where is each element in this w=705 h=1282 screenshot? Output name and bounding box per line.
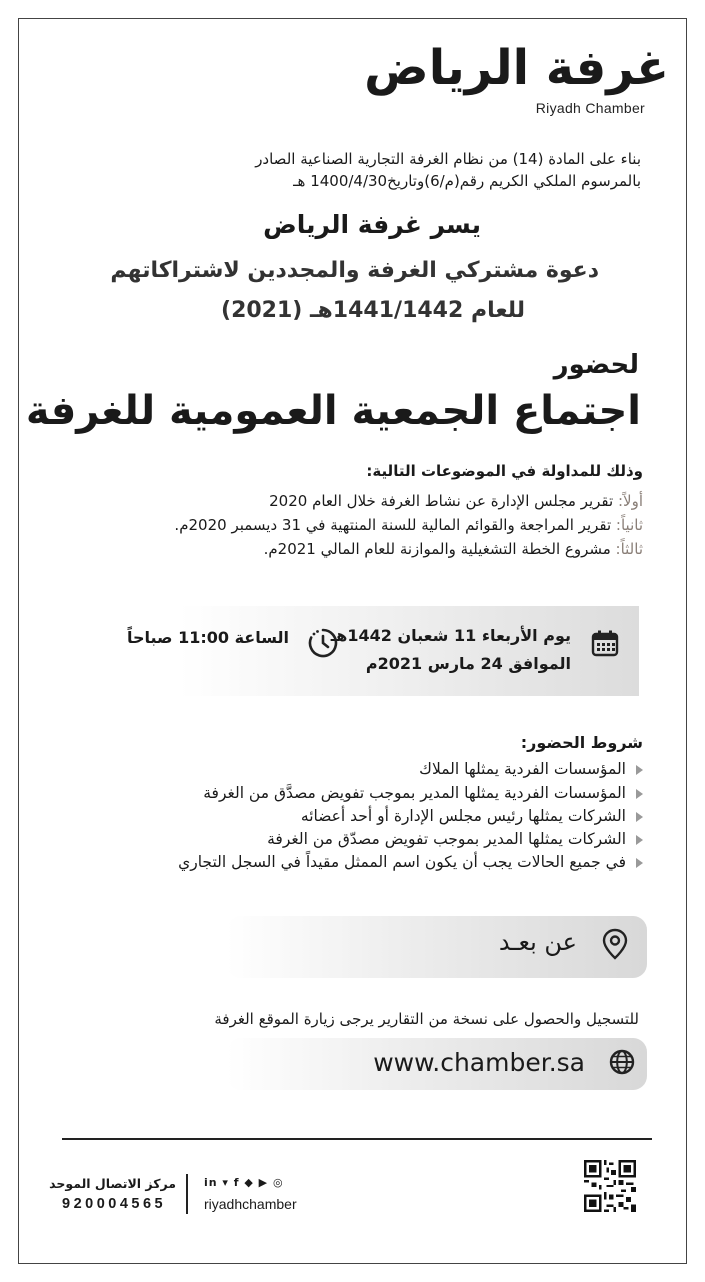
condition-item: الشركات يمثلها المدير بموجب تفويض مصدّق من الغرفة (267, 828, 643, 850)
topic-item (174, 514, 643, 536)
bullet-arrow-icon (636, 858, 643, 868)
calendar-icon (591, 629, 619, 657)
year-line: للعام 1441/1442هـ (2021) (221, 298, 525, 323)
footer-separator (186, 1174, 188, 1214)
gregorian-date: الموافق 24 مارس 2021م (365, 654, 571, 673)
topic-ordinal: ثالثاً: (615, 540, 643, 558)
topic-ordinal: ثانياً: (615, 516, 643, 534)
condition-item: الشركات يمثلها رئيس مجلس الإدارة أو أحد أعضائه (301, 805, 643, 827)
meeting-time: الساعة 11:00 صباحاً (126, 628, 289, 647)
meeting-title: اجتماع الجمعية العمومية للغرفة (25, 388, 641, 434)
condition-item: المؤسسات الفردية يمثلها الملاك (419, 758, 643, 780)
bullet-arrow-icon (636, 789, 643, 799)
conditions-heading: شروط الحضور: (520, 733, 643, 752)
riyadh-chamber-logo: غرفة الرياض (364, 40, 669, 96)
bullet-arrow-icon (636, 812, 643, 822)
footer-divider (62, 1138, 652, 1140)
logo-english-name: Riyadh Chamber (535, 100, 645, 116)
hijri-date: يوم الأربعاء 11 شعبان 1442هـ (330, 626, 571, 645)
condition-item: في جميع الحالات يجب أن يكون اسم الممثل مقيداً في السجل التجاري (178, 851, 643, 873)
bullet-arrow-icon (636, 765, 643, 775)
venue-box (227, 916, 647, 978)
contact-center-label: مركز الاتصال الموحد (49, 1176, 176, 1191)
topic-item (269, 490, 643, 512)
registration-note: للتسجيل والحصول على نسخة من التقارير يرجى زيارة الموقع الغرفة (214, 1010, 639, 1028)
topic-item (264, 538, 643, 560)
topic-text: مشروع الخطة التشغيلية والموازنة للعام المالي 2021م. (263, 540, 616, 558)
globe-icon (609, 1049, 635, 1075)
website-link[interactable]: www.chamber.sa (373, 1048, 585, 1077)
topic-ordinal: أولاً: (617, 492, 643, 510)
clock-icon (307, 627, 339, 659)
condition-item: المؤسسات الفردية يمثلها المدير بموجب تفويض مصدَّق من الغرفة (203, 782, 643, 804)
schedule-box (179, 606, 639, 696)
contact-center-number[interactable]: 920004565 (62, 1196, 167, 1212)
announcement-heading: يسر غرفة الرياض (263, 210, 481, 239)
topics-heading: وذلك للمداولة في الموضوعات التالية: (366, 462, 643, 480)
topic-text: تقرير المراجعة والقوائم المالية للسنة المنتهية في 31 ديسمبر 2020م. (174, 516, 616, 534)
qr-code (584, 1160, 636, 1212)
invitation-line: دعوة مشتركي الغرفة والمجددين لاشتراكاتهم (110, 258, 599, 283)
attend-label: لحضور (553, 350, 639, 380)
location-pin-icon (601, 928, 629, 960)
decree-line-1: بناء على المادة (14) من نظام الغرفة التجارية الصناعية الصادر (255, 150, 641, 168)
social-media-icons: in ▾ f ◆ ▶ ◎ (204, 1176, 284, 1189)
decree-line-2: بالمرسوم الملكي الكريم رقم(م/6)وتاريخ1400/4/30 هـ (293, 172, 641, 190)
topic-text: تقرير مجلس الإدارة عن نشاط الغرفة خلال العام 2020 (269, 492, 618, 510)
social-handle[interactable]: riyadhchamber (204, 1196, 297, 1212)
bullet-arrow-icon (636, 835, 643, 845)
venue-text: عن بعـد (498, 928, 577, 956)
